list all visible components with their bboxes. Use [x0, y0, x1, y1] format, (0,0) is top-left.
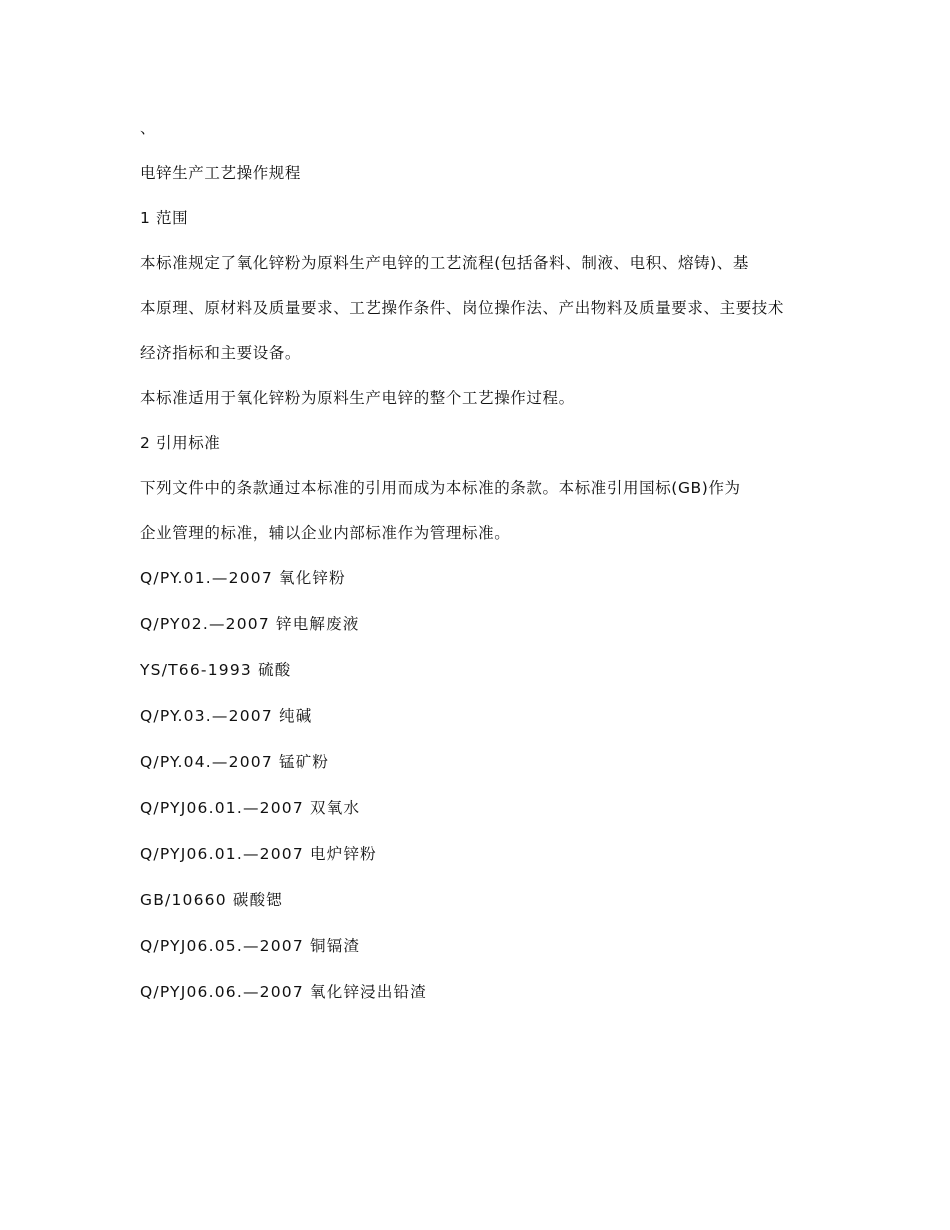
top-mark: 、 — [140, 119, 156, 137]
references-paragraph-line-1: 下列文件中的条款通过本标准的引用而成为本标准的条款。本标准引用国标(GB)作为 — [140, 479, 741, 497]
reference-item: Q/PYJ06.06.—2007 氧化锌浸出铅渣 — [140, 983, 427, 1001]
document-body — [140, 118, 820, 1026]
reference-item: Q/PY02.—2007 锌电解废液 — [140, 615, 360, 633]
reference-item: GB/10660 碳酸锶 — [140, 891, 284, 909]
document-title: 电锌生产工艺操作规程 — [140, 164, 302, 182]
section-heading-scope: 1 范围 — [140, 209, 189, 227]
references-paragraph-line-2: 企业管理的标准，辅以企业内部标准作为管理标准。 — [140, 524, 511, 542]
scope-paragraph-line-3: 经济指标和主要设备。 — [140, 344, 302, 362]
scope-paragraph-line-1: 本标准规定了氧化锌粉为原料生产电锌的工艺流程(包括备料、制液、电积、熔铸)、基 — [140, 254, 749, 272]
reference-item: Q/PY.03.—2007 纯碱 — [140, 707, 313, 725]
scope-paragraph-line-2: 本原理、原材料及质量要求、工艺操作条件、岗位操作法、产出物料及质量要求、主要技术 — [140, 299, 785, 317]
scope-applicability-paragraph: 本标准适用于氧化锌粉为原料生产电锌的整个工艺操作过程。 — [140, 389, 575, 407]
reference-item: Q/PY.01.—2007 氧化锌粉 — [140, 569, 346, 587]
reference-item: Q/PYJ06.01.—2007 电炉锌粉 — [140, 845, 377, 863]
reference-item: YS/T66-1993 硫酸 — [140, 661, 292, 679]
reference-item: Q/PYJ06.05.—2007 铜镉渣 — [140, 937, 361, 955]
reference-item: Q/PYJ06.01.—2007 双氧水 — [140, 799, 361, 817]
section-heading-references: 2 引用标准 — [140, 434, 221, 452]
reference-item: Q/PY.04.—2007 锰矿粉 — [140, 753, 330, 771]
